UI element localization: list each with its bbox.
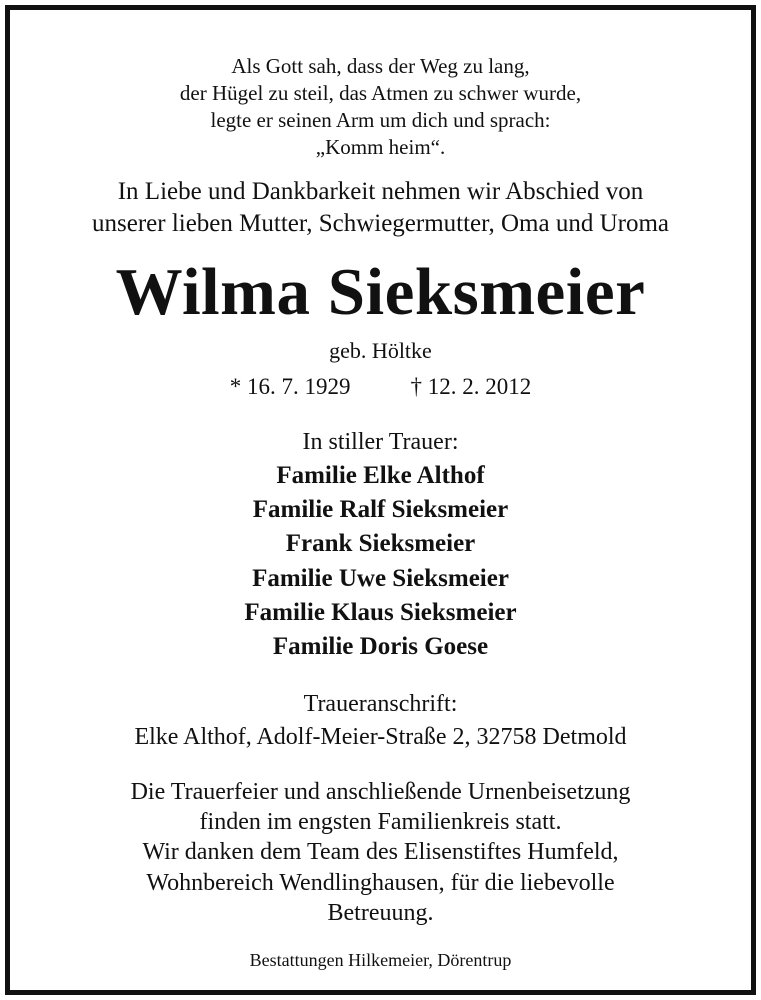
address-heading: Traueranschrift: (303, 691, 458, 717)
mourner-family: Familie Uwe Sieksmeier (252, 565, 509, 592)
mourner-family: Frank Sieksmeier (285, 530, 476, 557)
deceased-name: Wilma Sieksmeier (115, 255, 646, 329)
poem-line-3: legte er seinen Arm um dich und sprach: (210, 108, 551, 132)
birth-name: geb. Höltke (329, 338, 432, 363)
mourners-heading: In stiller Trauer: (302, 429, 459, 455)
address-line: Elke Althof, Adolf-Meier-Straße 2, 32758 Detmold (134, 724, 627, 750)
obituary-content (10, 10, 751, 990)
mourner-family: Familie Doris Goese (272, 633, 489, 660)
poem-line-2: der Hügel zu steil, das Atmen zu schwer wurde, (179, 81, 582, 105)
notice-line-4: Wohnbereich Wendlinghausen, für die liebevolle (146, 870, 615, 896)
notice-line-5: Betreuung. (327, 900, 434, 926)
obituary-border (5, 5, 756, 995)
intro-line-1: In Liebe und Dankbarkeit nehmen wir Abschied von (117, 178, 644, 205)
notice-line-2: finden im engsten Familienkreis statt. (199, 809, 562, 835)
mourner-family: Familie Ralf Sieksmeier (252, 496, 509, 523)
notice-line-3: Wir danken dem Team des Elisenstiftes Humfeld, (142, 839, 619, 865)
notice-line-1: Die Trauerfeier und anschließende Urnenbeisetzung (130, 779, 631, 805)
life-dates (10, 374, 751, 400)
intro-line-2: unserer lieben Mutter, Schwiegermutter, Oma und Uroma (92, 210, 669, 237)
poem-line-1: Als Gott sah, dass der Weg zu lang, (231, 54, 530, 78)
undertaker: Bestattungen Hilkemeier, Dörentrup (249, 950, 512, 970)
mourner-family: Familie Klaus Sieksmeier (244, 599, 517, 626)
death-date: † 12. 2. 2012 (410, 374, 532, 399)
birth-date: * 16. 7. 1929 (229, 374, 351, 399)
poem-line-4: „Komm heim“. (315, 135, 446, 159)
mourner-family: Familie Elke Althof (276, 462, 485, 489)
